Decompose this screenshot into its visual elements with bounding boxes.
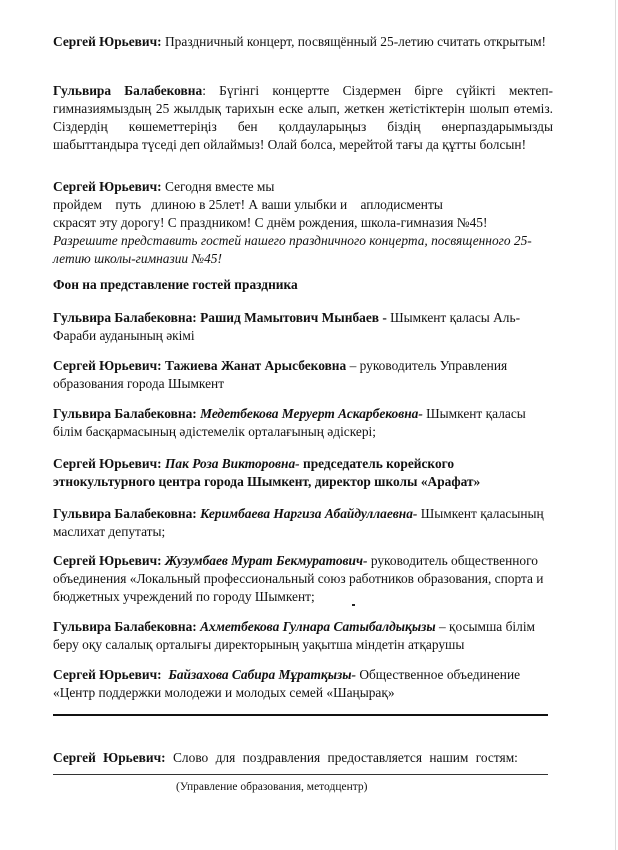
page-edge xyxy=(615,0,616,850)
guest-entry xyxy=(53,357,553,393)
speaker-label: Гульвира Балабековна: xyxy=(53,506,197,521)
guest-description: руководитель общественного объединения «Локальный профессиональный союз работников образования, спорта и бюджетных учреждений по городу Шымкент; xyxy=(53,553,544,604)
guest-description: председатель корейского этнокультурного центра города Шымкент, директор школы «Арафат» xyxy=(53,456,481,489)
paragraph-text: : Бүгінгі концертте Сіздермен бірге сүйікті мектеп-гимназиямыздың 25 жылдық тарихын еске алып, жеткен жетістіктерін шолып өтеміз. Сіздердің көшеметтеріңіз бен қолдауларыңыз біздің өнерпаздарымызды шабыттандыра түседі деп ойлаймыз! Олай болса, мерейтой тағы да құтты болсын! xyxy=(53,83,554,152)
paragraph-line: пройдем путь длиною в 25лет! А ваши улыбки и аплодисменты xyxy=(53,197,443,212)
guest-name: Медетбекова Меруерт Аскарбековна- xyxy=(196,406,423,421)
guest-entry xyxy=(53,405,553,441)
paragraph-line: скрасят эту дорогу! С праздником! С днём рождения, школа-гимназия №45! xyxy=(53,215,488,230)
guest-entry xyxy=(53,666,553,702)
guest-name: Керимбаева Наргиза Абайдуллаевна- xyxy=(196,506,418,521)
guest-entry xyxy=(53,552,553,606)
speaker-label: Сергей Юрьевич: xyxy=(53,456,162,471)
guest-name: Пак Роза Викторовна- xyxy=(161,456,300,471)
fill-in-line xyxy=(53,774,548,775)
guest-name: Тажиева Жанат Арысбековна xyxy=(161,358,347,373)
divider-rule xyxy=(53,714,548,716)
guest-description: – қосымша білім беру оқу салалық орталығы директорының уақытша міндетін атқарушы xyxy=(53,619,536,652)
guest-description: Шымкент қаласының маслихат депутаты; xyxy=(53,506,544,539)
guest-name: Ахметбекова Гулнара Сатыбалдықызы xyxy=(196,619,436,634)
speaker-label: Сергей Юрьевич: xyxy=(53,358,162,373)
speaker-label: Гульвира Балабековна: xyxy=(53,310,197,325)
guest-description: Общественное объединение «Центр поддержки молодежи и молодых семей «Шаңырақ» xyxy=(53,667,521,700)
paragraph-russian-intro xyxy=(53,178,553,268)
guest-entry xyxy=(53,455,553,491)
guest-name: Байзахова Сабира Мұратқызы- xyxy=(161,667,356,682)
paragraph-italic: Разрешите представить гостей нашего праздничного концерта, посвященного 25-летию школы-гимназии №45! xyxy=(53,233,532,266)
scan-speck xyxy=(352,604,355,606)
paragraph-closing xyxy=(53,749,553,767)
guest-name: Жузумбаев Мурат Бекмуратович- xyxy=(161,553,368,568)
guest-description: – руководитель Управления образования города Шымкент xyxy=(53,358,508,391)
guest-entry xyxy=(53,618,553,654)
speaker-label: Сергей Юрьевич: xyxy=(53,667,162,682)
guest-entry xyxy=(53,505,553,541)
speaker-label: Гульвира Балабековна xyxy=(53,83,203,98)
guest-description: Шымкент қаласы Аль-Фараби ауданының әкімі xyxy=(53,310,521,343)
paragraph-opening xyxy=(53,33,553,51)
line-caption: (Управление образования, методцентр) xyxy=(176,781,368,793)
section-heading: Фон на представление гостей праздника xyxy=(53,277,298,292)
speaker-label: Сергей Юрьевич: xyxy=(53,34,162,49)
speaker-label: Гульвира Балабековна: xyxy=(53,406,197,421)
speaker-label: Сергей Юрьевич: xyxy=(53,553,162,568)
speaker-label: Сергей Юрьевич: xyxy=(53,750,166,765)
paragraph-text: Слово для поздравления предоставляется нашим гостям: xyxy=(165,750,518,765)
speaker-label: Гульвира Балабековна: xyxy=(53,619,197,634)
guest-description: Шымкент қаласы білім басқармасының әдістемелік орталағының әдіскері; xyxy=(53,406,526,439)
paragraph-text: Праздничный концерт, посвящённый 25-летию считать открытым! xyxy=(161,34,547,49)
guest-name: Рашид Мамытович Мынбаев - xyxy=(196,310,387,325)
paragraph-line: Сегодня вместе мы xyxy=(161,179,275,194)
guest-entry xyxy=(53,309,553,345)
speaker-label: Сергей Юрьевич: xyxy=(53,179,162,194)
paragraph-kazakh-intro xyxy=(53,82,553,154)
